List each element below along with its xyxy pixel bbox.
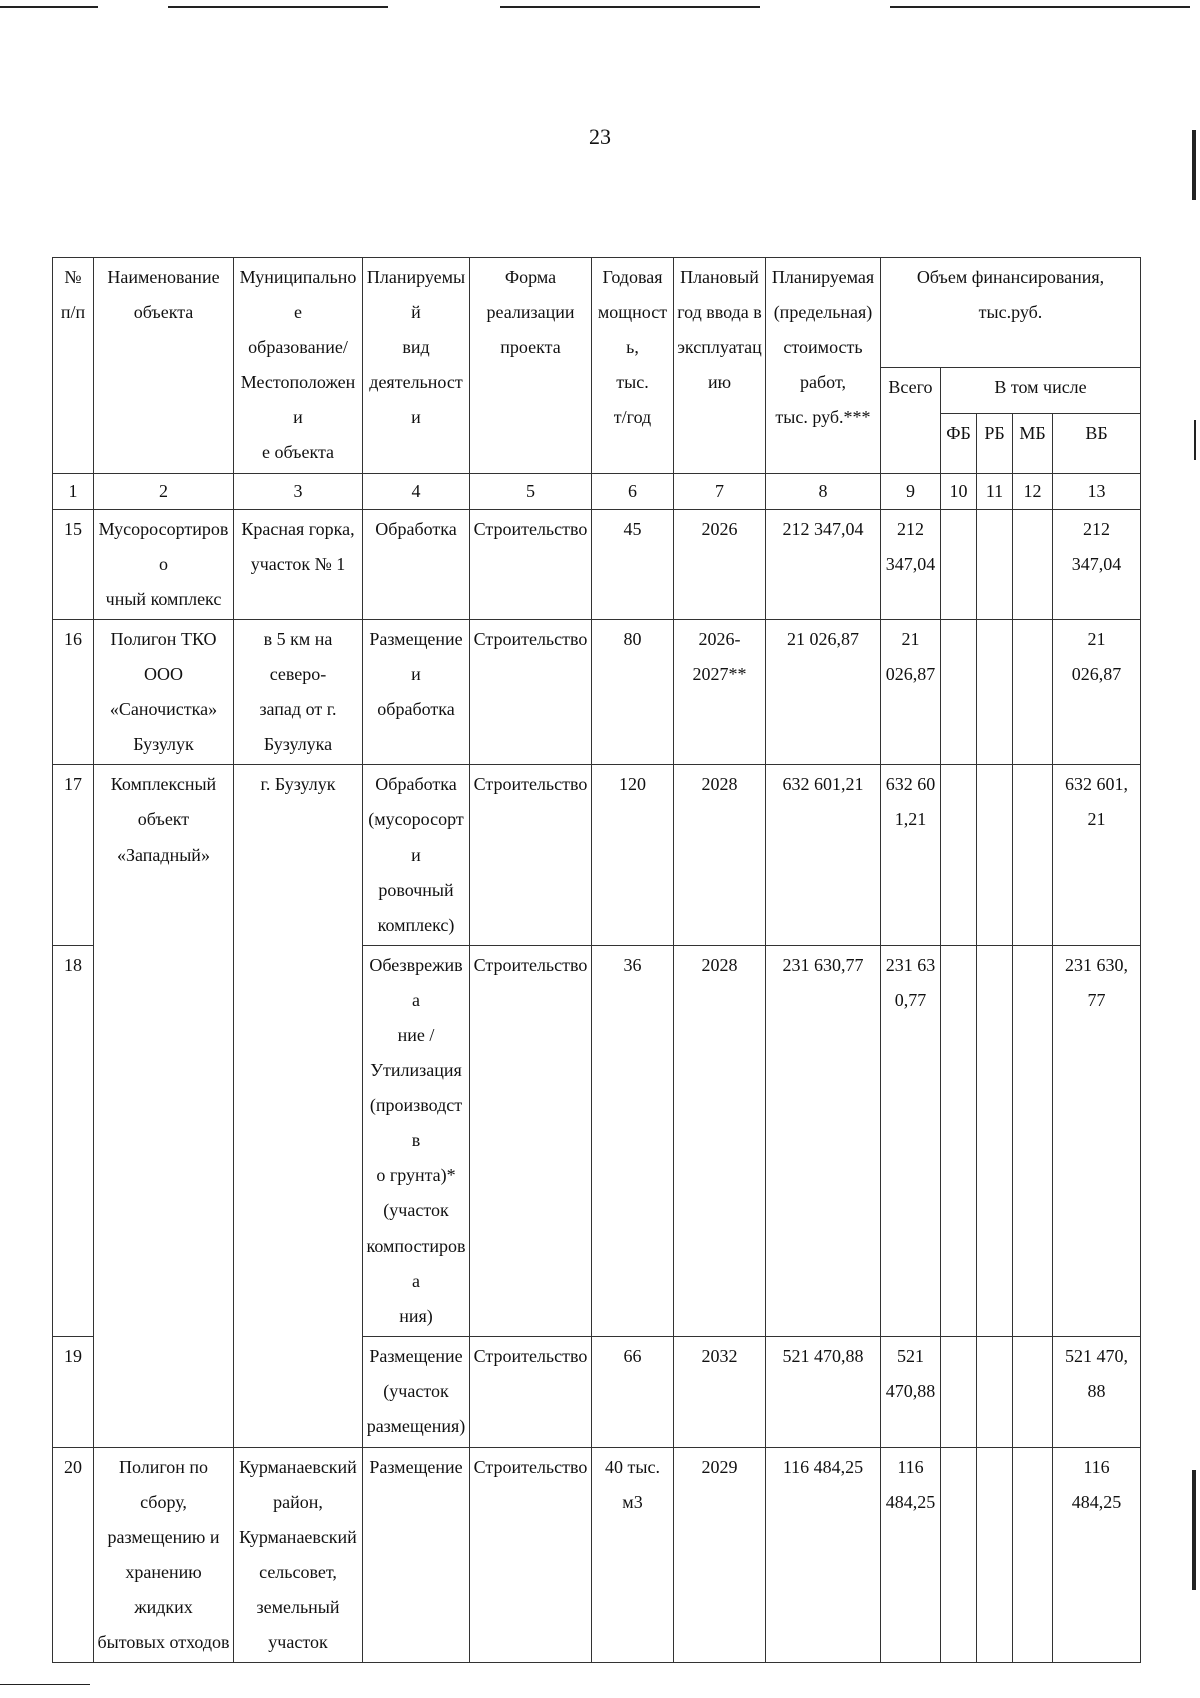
cell-year: 2028: [674, 765, 766, 945]
cell-vb: 212 347,04: [1053, 509, 1141, 619]
cell-cost: 231 630,77: [766, 945, 881, 1336]
cell-capacity: 40 тыс. м3: [592, 1447, 674, 1663]
cell-rb: [977, 945, 1013, 1336]
column-number: 9: [881, 473, 941, 509]
header-fb: ФБ: [941, 413, 977, 473]
cell-mb: [1013, 945, 1053, 1336]
header-activity: Планируемый вид деятельности: [363, 258, 470, 474]
table-row: [53, 509, 1141, 619]
cell-rb: [977, 1447, 1013, 1663]
table-header-row: [53, 258, 1141, 368]
cell-rb: [977, 619, 1013, 764]
cell-total: 21 026,87: [881, 619, 941, 764]
cell-form: Строительство: [470, 1447, 592, 1663]
cell-capacity: 36: [592, 945, 674, 1336]
cell-num: 18: [53, 945, 94, 1336]
cell-capacity: 120: [592, 765, 674, 945]
column-number: 8: [766, 473, 881, 509]
cell-rb: [977, 765, 1013, 945]
cell-capacity: 45: [592, 509, 674, 619]
cell-mb: [1013, 1336, 1053, 1447]
cell-activity: Обработка (мусоросорти ровочный комплекс): [363, 765, 470, 945]
cell-form: Строительство: [470, 945, 592, 1336]
cell-capacity: 66: [592, 1336, 674, 1447]
cell-fb: [941, 619, 977, 764]
table-row: [53, 1447, 1141, 1663]
column-number: 11: [977, 473, 1013, 509]
cell-form: Строительство: [470, 1336, 592, 1447]
header-vb: ВБ: [1053, 413, 1141, 473]
header-form: Форма реализации проекта: [470, 258, 592, 474]
cell-vb: 231 630, 77: [1053, 945, 1141, 1336]
cell-rb: [977, 509, 1013, 619]
cell-activity: Размещение (участок размещения): [363, 1336, 470, 1447]
scan-edge-line: [500, 6, 760, 8]
cell-num: 19: [53, 1336, 94, 1447]
cell-total: 212 347,04: [881, 509, 941, 619]
cell-mb: [1013, 1447, 1053, 1663]
column-number: 12: [1013, 473, 1053, 509]
cell-fb: [941, 509, 977, 619]
cell-name: Полигон ТКО ООО «Саночистка» Бузулук: [94, 619, 234, 764]
cell-municipality: Курманаевский район, Курманаевский сельсовет, земельный участок: [234, 1447, 363, 1663]
cell-num: 17: [53, 765, 94, 945]
cell-total: 632 60 1,21: [881, 765, 941, 945]
column-number-row: [53, 473, 1141, 509]
cell-activity: Размещение: [363, 1447, 470, 1663]
header-municipality: Муниципальное образование/ Местоположени е объекта: [234, 258, 363, 474]
header-rb: РБ: [977, 413, 1013, 473]
table-row: [53, 765, 1141, 945]
cell-mb: [1013, 765, 1053, 945]
cell-vb: 116 484,25: [1053, 1447, 1141, 1663]
header-name: Наименование объекта: [94, 258, 234, 474]
cell-name: Полигон по сбору, размещению и хранению жидких бытовых отходов: [94, 1447, 234, 1663]
column-number: 3: [234, 473, 363, 509]
scan-edge-line: [168, 6, 388, 8]
cell-form: Строительство: [470, 619, 592, 764]
scan-edge-line: [0, 1684, 90, 1685]
scan-edge-line: [890, 6, 1190, 8]
header-total: Всего: [881, 368, 941, 474]
column-number: 1: [53, 473, 94, 509]
cell-form: Строительство: [470, 509, 592, 619]
cell-num: 16: [53, 619, 94, 764]
header-num: № п/п: [53, 258, 94, 474]
cell-fb: [941, 945, 977, 1336]
cell-mb: [1013, 619, 1053, 764]
cell-name: Комплексный объект «Западный»: [94, 765, 234, 1448]
column-number: 4: [363, 473, 470, 509]
header-year: Плановый год ввода в эксплуатац ию: [674, 258, 766, 474]
cell-year: 2026: [674, 509, 766, 619]
page-number: 23: [589, 124, 611, 149]
cell-num: 20: [53, 1447, 94, 1663]
scan-edge-line: [1194, 420, 1196, 460]
investment-table: [52, 257, 1141, 1663]
cell-vb: 521 470, 88: [1053, 1336, 1141, 1447]
cell-vb: 632 601, 21: [1053, 765, 1141, 945]
cell-year: 2032: [674, 1336, 766, 1447]
cell-year: 2028: [674, 945, 766, 1336]
cell-capacity: 80: [592, 619, 674, 764]
cell-vb: 21 026,87: [1053, 619, 1141, 764]
cell-rb: [977, 1336, 1013, 1447]
scan-edge-line: [0, 6, 98, 8]
cell-cost: 116 484,25: [766, 1447, 881, 1663]
cell-cost: 21 026,87: [766, 619, 881, 764]
cell-municipality: Красная горка, участок № 1: [234, 509, 363, 619]
cell-cost: 212 347,04: [766, 509, 881, 619]
cell-year: 2026- 2027**: [674, 619, 766, 764]
scan-edge-line: [1192, 1470, 1196, 1590]
header-financing: Объем финансирования, тыс.руб.: [881, 258, 1141, 368]
cell-fb: [941, 765, 977, 945]
header-mb: МБ: [1013, 413, 1053, 473]
column-number: 2: [94, 473, 234, 509]
cell-activity: Обезврежива ние / Утилизация (производств о грунта)* (участок компостирова ния): [363, 945, 470, 1336]
cell-fb: [941, 1336, 977, 1447]
cell-total: 116 484,25: [881, 1447, 941, 1663]
table-row: [53, 619, 1141, 764]
cell-municipality: г. Бузулук: [234, 765, 363, 1448]
cell-form: Строительство: [470, 765, 592, 945]
column-number: 13: [1053, 473, 1141, 509]
column-number: 5: [470, 473, 592, 509]
cell-total: 231 63 0,77: [881, 945, 941, 1336]
header-cost: Планируемая (предельная) стоимость работ, тыс. руб.***: [766, 258, 881, 474]
cell-activity: Обработка: [363, 509, 470, 619]
cell-cost: 632 601,21: [766, 765, 881, 945]
cell-mb: [1013, 509, 1053, 619]
column-number: 6: [592, 473, 674, 509]
cell-activity: Размещение и обработка: [363, 619, 470, 764]
cell-cost: 521 470,88: [766, 1336, 881, 1447]
cell-municipality: в 5 км на северо- запад от г. Бузулука: [234, 619, 363, 764]
cell-num: 15: [53, 509, 94, 619]
cell-fb: [941, 1447, 977, 1663]
cell-year: 2029: [674, 1447, 766, 1663]
cell-total: 521 470,88: [881, 1336, 941, 1447]
column-number: 10: [941, 473, 977, 509]
header-including: В том числе: [941, 368, 1141, 414]
cell-name: Мусоросортирово чный комплекс: [94, 509, 234, 619]
header-capacity: Годовая мощность, тыс. т/год: [592, 258, 674, 474]
column-number: 7: [674, 473, 766, 509]
